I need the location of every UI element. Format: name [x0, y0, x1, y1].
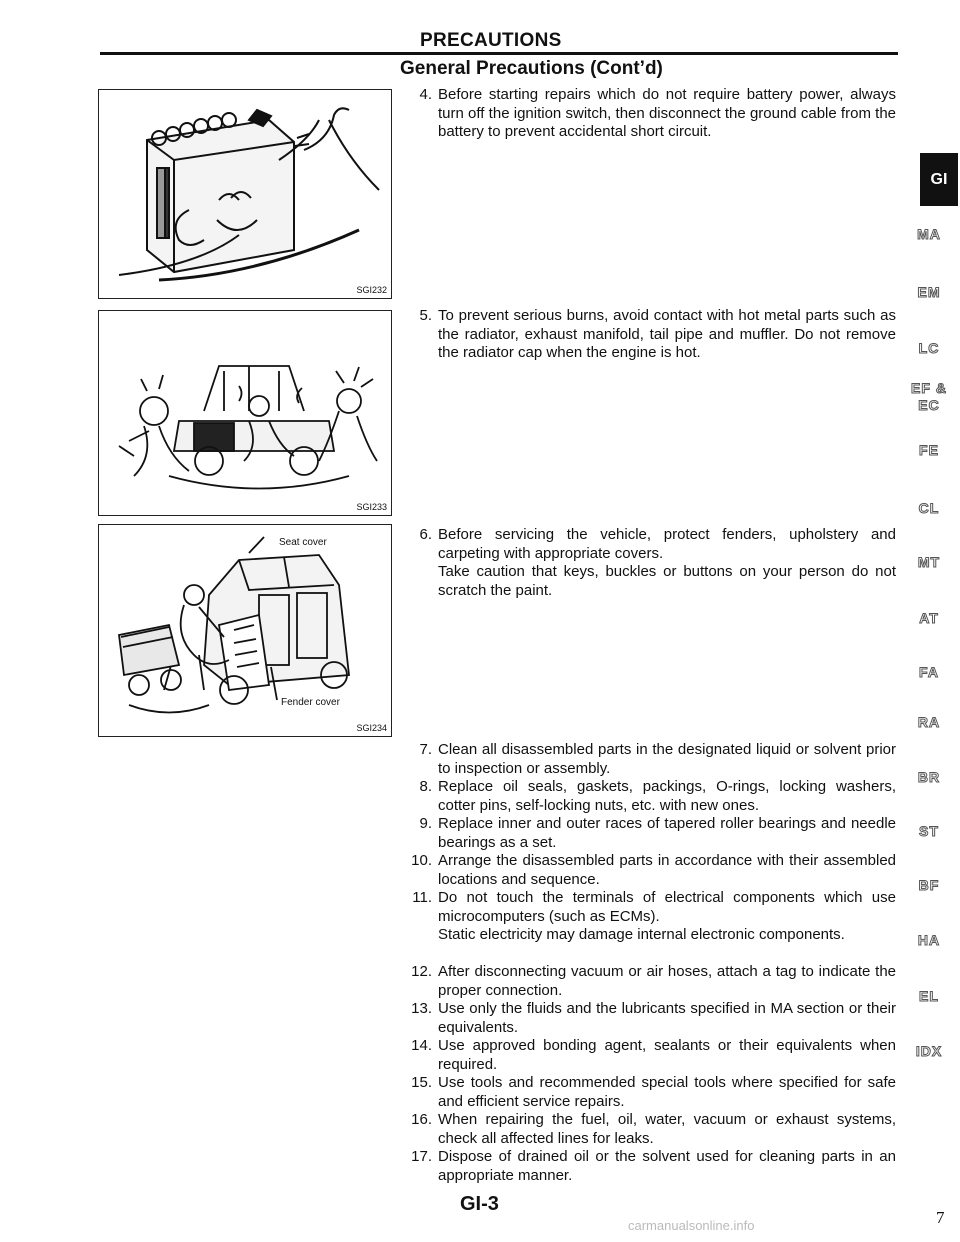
item-text: Before starting repairs which do not require battery power, always turn off the ignition switch, then disconnect the ground cable from the battery to prevent accidental short circuit.	[438, 86, 896, 140]
item-text: After disconnecting vacuum or air hoses, attach a tag to indicate the proper connection.	[438, 963, 896, 999]
precaution-item	[406, 778, 896, 815]
header-rule	[100, 52, 898, 55]
item-number: 7.	[419, 741, 432, 758]
item-number: 5.	[419, 307, 432, 324]
item-number: 17.	[411, 1148, 432, 1165]
item-number: 4.	[419, 86, 432, 103]
sidebar-tab-fa[interactable]: FA	[919, 664, 939, 680]
item-number: 16.	[411, 1111, 432, 1128]
item-number: 14.	[411, 1037, 432, 1054]
precaution-item	[406, 307, 896, 363]
item-number: 15.	[411, 1074, 432, 1091]
precaution-item	[406, 1074, 896, 1111]
page-code: GI-3	[460, 1193, 499, 1215]
covers-illustration	[99, 525, 391, 736]
precaution-item	[406, 963, 896, 1000]
sidebar-tab-fe[interactable]: FE	[919, 442, 939, 458]
sidebar-tab-el[interactable]: EL	[919, 988, 939, 1004]
precaution-item	[406, 86, 896, 142]
figure-hot-engine	[98, 310, 392, 516]
item-text: Take caution that keys, buckles or buttons on your person do not scratch the paint.	[438, 563, 896, 599]
hot-engine-illustration	[99, 311, 391, 515]
sidebar-tab-ec[interactable]: EC	[918, 397, 940, 413]
fender-cover-label: Fender cover	[281, 697, 340, 708]
sidebar-tab-lc[interactable]: LC	[918, 340, 940, 356]
figure-code: SGI232	[356, 285, 387, 295]
figure-protective-covers	[98, 524, 392, 737]
sidebar-tab-em[interactable]: EM	[917, 284, 941, 300]
figure-battery-disconnect	[98, 89, 392, 299]
precaution-item	[406, 1000, 896, 1037]
precaution-item	[406, 1148, 896, 1185]
sidebar-tab-mt[interactable]: MT	[917, 554, 941, 570]
sidebar-tab-ha[interactable]: HA	[917, 932, 941, 948]
item-number: 10.	[411, 852, 432, 869]
item-text: When repairing the fuel, oil, water, vacuum or exhaust systems, check all affected lines for leaks.	[438, 1111, 896, 1147]
sidebar-tab-bf[interactable]: BF	[918, 877, 940, 893]
page-number: 7	[936, 1208, 945, 1227]
item-number: 12.	[411, 963, 432, 980]
sidebar-tab-cl[interactable]: CL	[918, 500, 940, 516]
sidebar-tab-ra[interactable]: RA	[917, 714, 941, 730]
figure-code: SGI233	[356, 502, 387, 512]
item-text: Use approved bonding agent, sealants or their equivalents when required.	[438, 1037, 896, 1073]
precaution-item	[406, 1111, 896, 1148]
item-text: Use only the fluids and the lubricants specified in MA section or their equivalents.	[438, 1000, 896, 1036]
item-text: Before servicing the vehicle, protect fenders, upholstery and carpeting with appropriate covers.	[438, 526, 896, 562]
battery-illustration	[99, 90, 391, 298]
precaution-item	[406, 1037, 896, 1074]
item-text: Dispose of drained oil or the solvent used for cleaning parts in an appropriate manner.	[438, 1148, 896, 1184]
sidebar-tab-st[interactable]: ST	[919, 823, 939, 839]
seat-cover-label: Seat cover	[279, 537, 327, 548]
sidebar-tab-br[interactable]: BR	[917, 769, 941, 785]
item-text: Use tools and recommended special tools where specified for safe and efficient service repairs.	[438, 1074, 896, 1110]
item-number: 8.	[419, 778, 432, 795]
item-text: Arrange the disassembled parts in accordance with their assembled locations and sequence.	[438, 852, 896, 888]
item-number: 9.	[419, 815, 432, 832]
section-title: General Precautions (Cont’d)	[400, 58, 663, 79]
precaution-item	[406, 852, 896, 889]
precaution-item	[406, 741, 896, 778]
item-text: Clean all disassembled parts in the designated liquid or solvent prior to inspection or assembly.	[438, 741, 896, 777]
item-number: 6.	[419, 526, 432, 543]
figure-code: SGI234	[356, 723, 387, 733]
item-text: Do not touch the terminals of electrical components which use microcomputers (such as ECMs).	[438, 889, 896, 925]
sidebar-tab-at[interactable]: AT	[919, 610, 939, 626]
sidebar-tab-ef[interactable]: EF &	[911, 380, 947, 396]
item-text: To prevent serious burns, avoid contact with hot metal parts such as the radiator, exhaust manifold, tail pipe and muffler. Do not remove the radiator cap when the engine is hot.	[438, 307, 896, 361]
precaution-item	[406, 926, 896, 945]
precaution-item	[406, 815, 896, 852]
watermark-text: carmanualsonline.info	[628, 1218, 755, 1233]
item-text: Static electricity may damage internal electronic components.	[438, 926, 845, 943]
precaution-item	[406, 526, 896, 563]
item-number: 11.	[412, 889, 432, 906]
item-number: 13.	[411, 1000, 432, 1017]
sidebar-tab-gi-active[interactable]: GI	[920, 153, 958, 206]
item-text: Replace oil seals, gaskets, packings, O-rings, locking washers, cotter pins, self-locking nuts, etc. with new ones.	[438, 778, 896, 814]
precaution-item	[406, 889, 896, 926]
page-header-title: PRECAUTIONS	[420, 30, 562, 51]
item-text: Replace inner and outer races of tapered roller bearings and needle bearings as a set.	[438, 815, 896, 851]
sidebar-tab-idx[interactable]: IDX	[915, 1043, 943, 1059]
sidebar-tab-ma[interactable]: MA	[917, 226, 941, 242]
precaution-item	[406, 563, 896, 600]
